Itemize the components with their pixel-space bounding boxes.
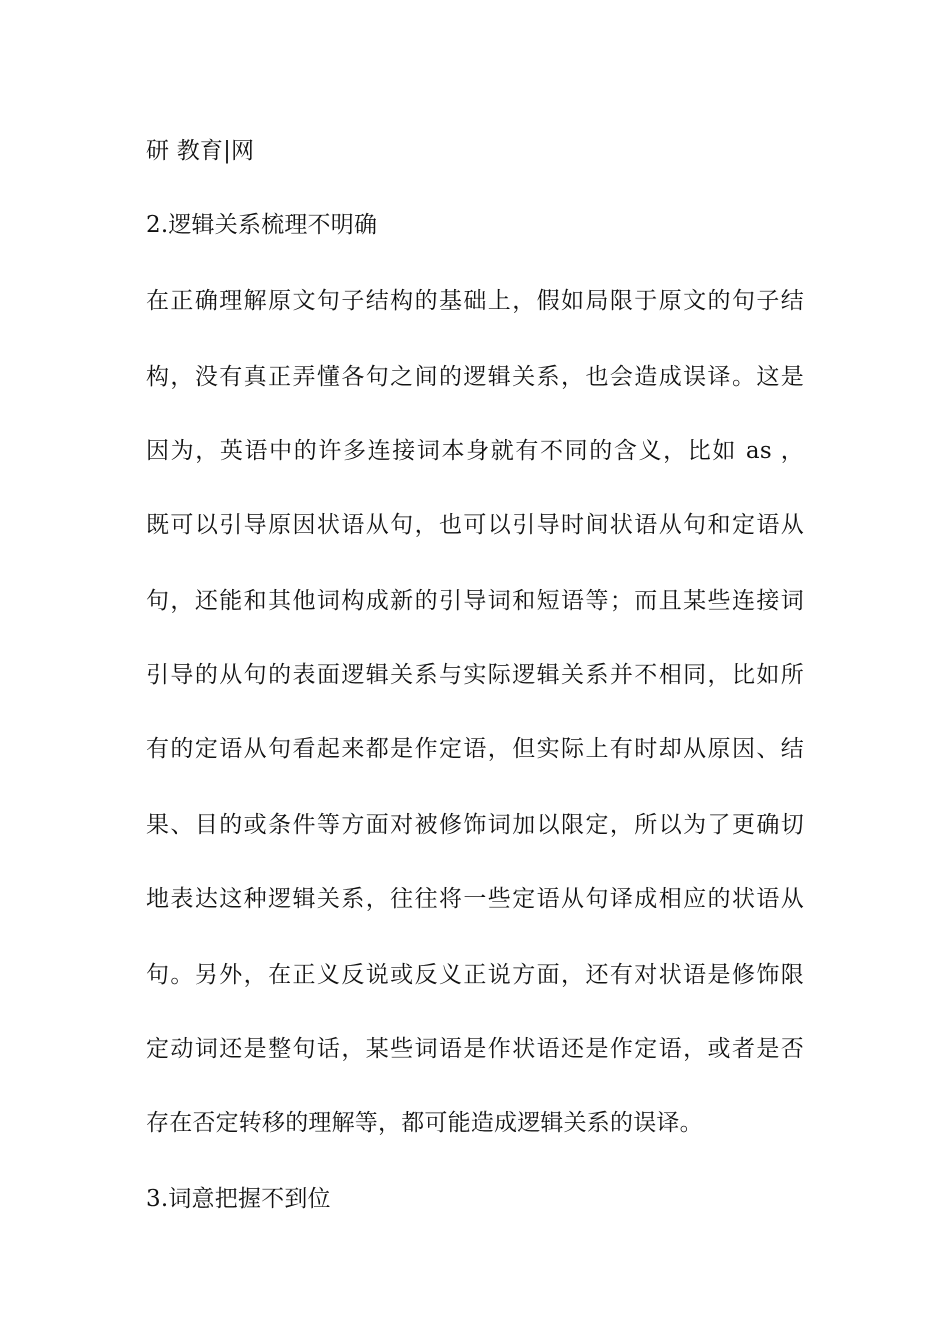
- paragraph-line: 有的定语从句看起来都是作定语，但实际上有时却从原因、结: [146, 736, 804, 762]
- paragraph-line: 句，还能和其他词构成新的引导词和短语等；而且某些连接词: [146, 588, 804, 614]
- paragraph-line: 在正确理解原文句子结构的基础上，假如局限于原文的句子结: [146, 288, 804, 314]
- paragraph-line: 果、目的或条件等方面对被修饰词加以限定，所以为了更确切: [146, 812, 804, 838]
- paragraph-line: 引导的从句的表面逻辑关系与实际逻辑关系并不相同，比如所: [146, 662, 804, 688]
- section-heading: 3.词意把握不到位: [146, 1186, 331, 1212]
- paragraph-line: 存在否定转移的理解等，都可能造成逻辑关系的误译。: [146, 1110, 703, 1136]
- paragraph-line: 因为，英语中的许多连接词本身就有不同的含义，比如 as ，: [146, 438, 804, 464]
- paragraph-line: 地表达这种逻辑关系，往往将一些定语从句译成相应的状语从: [146, 886, 804, 912]
- paragraph-line: 定动词还是整句话，某些词语是作状语还是作定语，或者是否: [146, 1036, 804, 1062]
- paragraph-line: 句。另外，在正义反说或反义正说方面，还有对状语是修饰限: [146, 962, 804, 988]
- section-heading: 2.逻辑关系梳理不明确: [146, 212, 378, 238]
- paragraph-line: 既可以引导原因状语从句，也可以引导时间状语从句和定语从: [146, 512, 804, 538]
- paragraph-line: 构，没有真正弄懂各句之间的逻辑关系，也会造成误译。这是: [146, 364, 804, 390]
- page-header: 研 教育|网: [146, 138, 255, 164]
